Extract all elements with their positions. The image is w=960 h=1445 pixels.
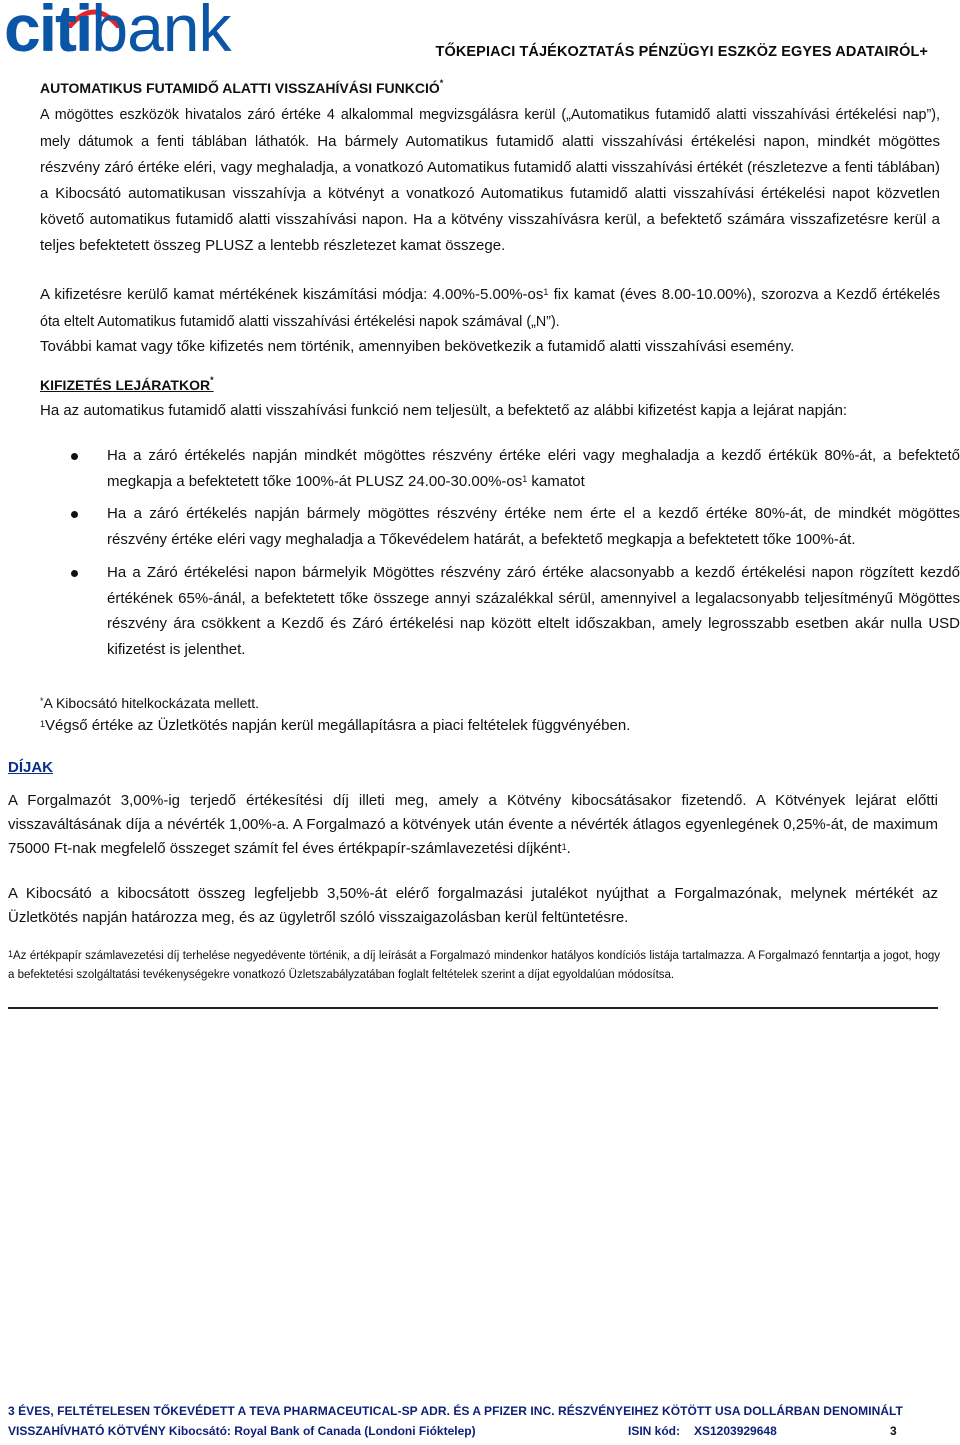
autocall-paragraph: [40, 102, 940, 258]
bullet-text-end: kamatot: [527, 472, 585, 490]
no-further-payment-text: További kamat vagy tőke kifizetés nem történik, amennyiben bekövetkezik a futamidő alatti visszahívási esemény.: [40, 338, 795, 355]
footer-product-line1: 3 ÉVES, FELTÉTELESEN TŐKEVÉDETT A TEVA PHARMACEUTICAL-SP ADR. ÉS A PFIZER INC. RÉSZVÉNYEIHEZ KÖTÖTT USA DOLLÁRBAN DENOMINÁLT: [8, 1404, 903, 1418]
autocall-paragraph-start: A mögöttes eszközök hivatalos záró értéke 4 alkalommal megvizsgálásra kerül („Automatikus futamidő alatti visszahívási értékelési nap”), mely dátumok a fenti táblában láthatók.: [40, 107, 940, 150]
fees-footnote-mark: 1: [8, 949, 14, 959]
interest-sup: 1: [543, 287, 549, 297]
bullet-icon: [71, 511, 78, 518]
footnote-credit-risk: [40, 694, 259, 712]
bullet-text: Ha a záró értékelés napján bármely mögöttes részvény értéke nem érte el a kezdő értéke 80%-át, de mindkét mögöttes részvény értéke eléri vagy meghaladja a Tőkevédelem határát, a befektető megkapja a befektetett tőke 100%-át.: [107, 505, 960, 549]
logo-wordmark: [4, 0, 230, 68]
fees-text-a: A Forgalmazót 3,00%-ig terjedő értékesítési díj illeti meg, amely a Kötvény kibocsátásakor fizetendő. A Kötvények lejárat előtti visszaváltásának díja a névérték 1,00%-a. A Forgalmazó a kötvények után évente a névérték átlagos egyenlegének 0,25%-át, de maximum 75000 Ft-nak megfelelő összeget számít fel éves értékpapír-számlavezetési díjként: [8, 792, 938, 858]
bullet-icon: [71, 453, 78, 460]
interest-text-c: szorozva a Kezdő értékelés óta eltelt Automatikus futamidő alatti visszahívási értékelési napok számával („N”).: [40, 287, 940, 330]
bullet-sup: 1: [522, 473, 528, 484]
interest-paragraph: [40, 282, 940, 335]
document-title: TŐKEPIACI TÁJÉKOZTATÁS PÉNZÜGYI ESZKÖZ EGYES ADATAIRÓL+: [435, 44, 928, 60]
footer-isin-label: ISIN kód:: [628, 1424, 681, 1438]
logo-citi: citi: [4, 0, 92, 65]
bullet-text: Ha a záró értékelés napján mindkét mögöttes részvény értéke eléri vagy meghaladja a kezdő értékük 80%-át, a befektető megkapja a befektetett tőke 100%-át PLUSZ 24.00-30.00%-os: [107, 447, 960, 490]
fees-sup: 1: [561, 842, 567, 853]
footer-product-line2: VISSZAHÍVHATÓ KÖTVÉNY Kibocsátó: Royal Bank of Canada (Londoni Fióktelep): [8, 1424, 476, 1438]
footnote-star-text: A Kibocsátó hitelkockázata mellett.: [43, 695, 260, 711]
commission-paragraph: A Kibocsátó a kibocsátott összeg legfeljebb 3,50%-át elérő forgalmazási jutalékot nyújthat a Forgalmazónak, melynek mértékét az Üzletkötés napján határozza meg, és az ügyletről szóló visszaigazolásban kerül feltüntetésre.: [8, 885, 938, 927]
list-item: [40, 560, 960, 663]
footnote-one-text: Végső értéke az Üzletkötés napján kerül megállapításra a piaci feltételek függvényében.: [45, 717, 631, 734]
footer-isin-value: XS1203929648: [694, 1424, 777, 1438]
autocall-paragraph-rest: Ha bármely Automatikus futamidő alatti visszahívási értékelési napon, mindkét mögöttes részvény záró értéke eléri, vagy meghaladja, a vonatkozó Automatikus futamidő alatti visszahívási értékét (részletezve a fenti táblában) a Kibocsátó automatikusan visszahívja a kötvényt a vonatkozó Automatikus futamidő alatti visszahívási értékelési napot közvetlen követő automatikus futamidő alatti visszahívási napon. Ha a kötvény visszahívásra kerül, a befektető számára visszafizetésre kerül a teljes befektetett összeg PLUSZ a lentebb részletezet kamat összege.: [40, 132, 940, 254]
maturity-intro: Ha az automatikus futamidő alatti visszahívási funkció nem teljesült, a befektető az alábbi kifizetést kapja a lejárat napján:: [40, 402, 848, 419]
logo-bank: bank: [91, 0, 231, 65]
fees-footnote-text: Az értékpapír számlavezetési díj terhelése negyedévente történik, a díj leírását a Forgalmazó mindenkor hatályos kondíciós listája tartalmazza. A Forgalmazó fenntartja a jogot, hogy a befektetési szolgáltatási tevékenységekre vonatkozó Üzletszabályzatában foglalt feltételek szerint a díjat egyoldalúan módosítsa.: [8, 950, 940, 981]
bullet-icon: [71, 570, 78, 577]
maturity-heading: [40, 377, 214, 393]
fees-heading: DÍJAK: [8, 759, 54, 776]
maturity-heading-sup: *: [210, 375, 214, 385]
footnote-one-mark: 1: [40, 719, 46, 729]
bullet-text: Ha a Záró értékelési napon bármelyik Mögöttes részvény záró értéke alacsonyabb a kezdő értékelési napon rögzített kezdő értékének 65%-ánál, a befektetett tőke összege annyi százalékkal sérül, amennyivel a legalacsonyabb teljesítményű Mögöttes részvény ára csökkent a Kezdő és Záró értékelési nap között eltelt időszakban, amely legrosszabb esetben akár nulla USD kifizetést is jelenthet.: [107, 563, 960, 658]
citibank-logo: [4, 0, 231, 65]
fees-paragraph: [8, 789, 938, 862]
fees-text-b: .: [566, 840, 571, 858]
page-number: 3: [890, 1424, 897, 1438]
autocall-heading-sup: *: [439, 78, 444, 88]
autocall-heading: [40, 80, 443, 96]
footnote-star-mark: *: [40, 696, 44, 706]
divider: [8, 1007, 938, 1009]
list-item: [40, 443, 960, 494]
maturity-heading-text: KIFIZETÉS LEJÁRATKOR: [40, 377, 211, 393]
list-item: [40, 501, 960, 552]
autocall-heading-text: AUTOMATIKUS FUTAMIDŐ ALATTI VISSZAHÍVÁSI FUNKCIÓ: [40, 80, 440, 96]
fees-footnote: [8, 947, 940, 984]
maturity-bullet-list: [40, 443, 960, 670]
interest-text-a: A kifizetésre kerülő kamat mértékének kiszámítási módja: 4.00%-5.00%-os: [40, 286, 544, 303]
footnote-final-value: [40, 716, 630, 736]
interest-text-b: fix kamat (éves 8.00-10.00%),: [548, 286, 762, 303]
